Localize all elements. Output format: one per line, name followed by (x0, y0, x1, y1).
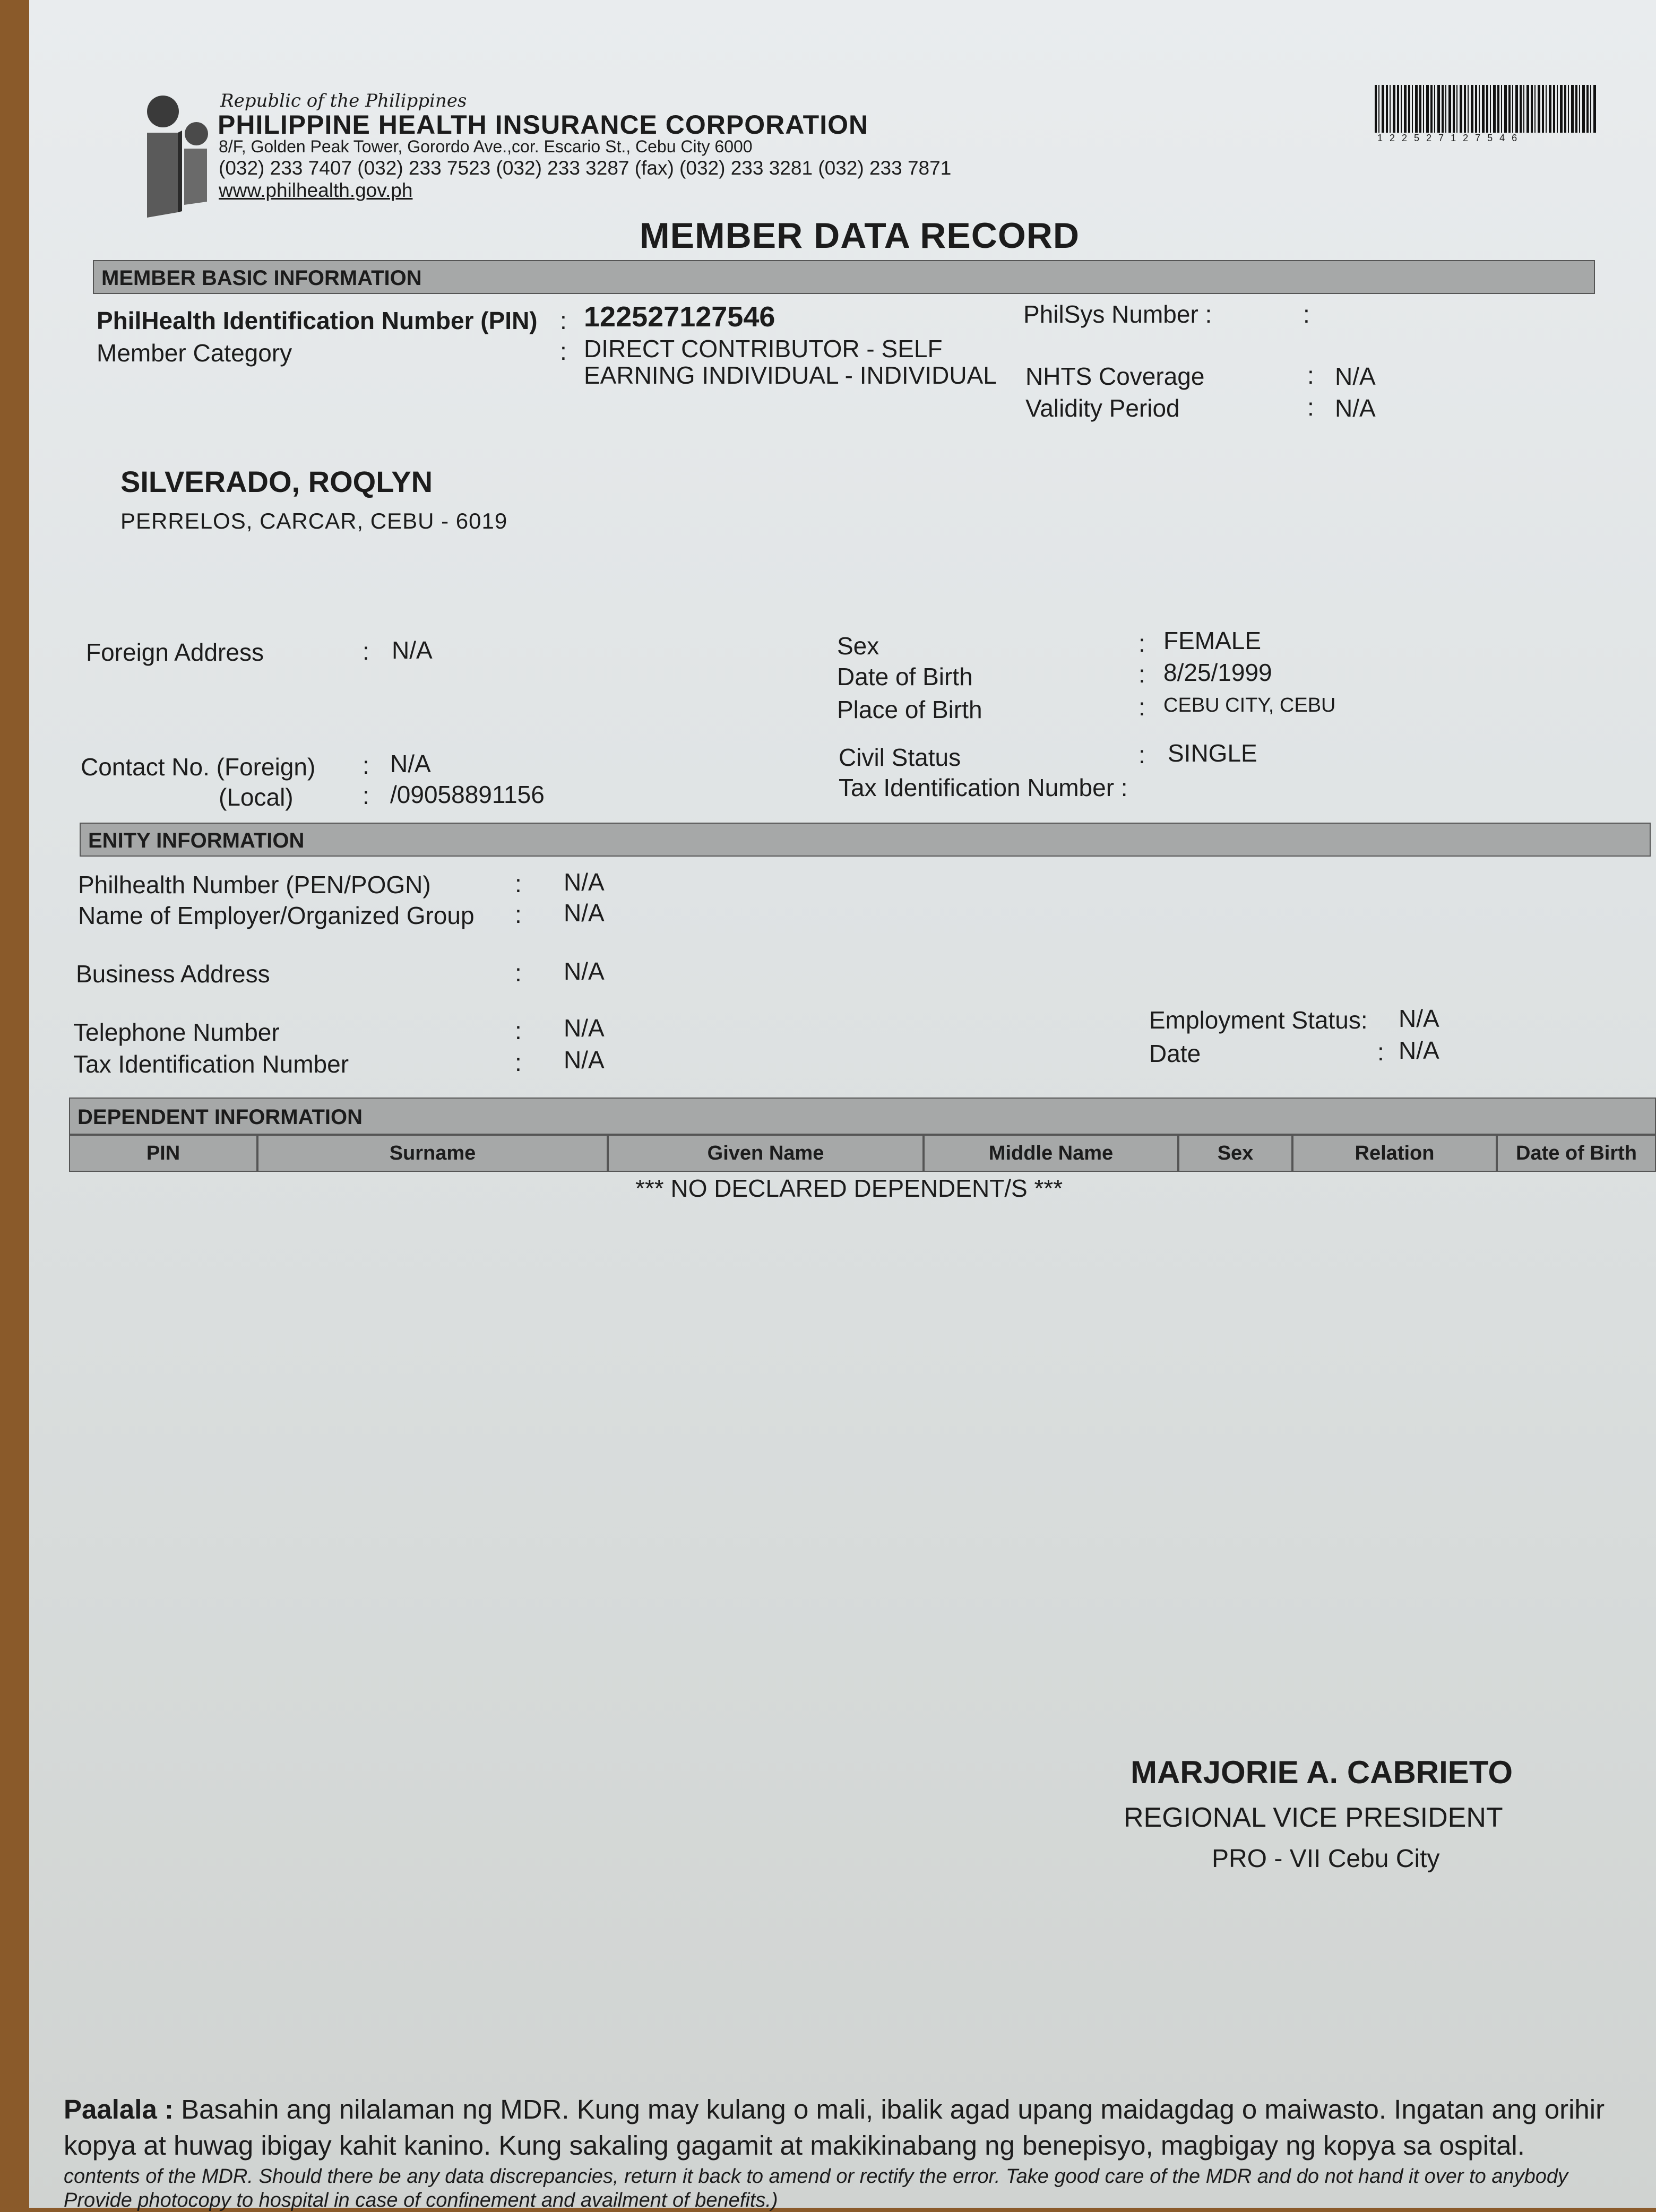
dob-colon: : (1138, 660, 1145, 688)
member-section-header: MEMBER BASIC INFORMATION (93, 260, 1595, 294)
nhts-value: N/A (1335, 362, 1376, 390)
employer-value: N/A (564, 899, 605, 927)
telephone-colon: : (515, 1017, 522, 1044)
category-label: Member Category (97, 339, 292, 367)
entity-section-header: ENITY INFORMATION (80, 823, 1651, 857)
column-header-relation: Relation (1292, 1135, 1497, 1172)
column-header-pin: PIN (69, 1135, 257, 1172)
website-link[interactable]: www.philhealth.gov.ph (219, 179, 413, 201)
pob-colon: : (1138, 693, 1145, 721)
pob-label: Place of Birth (837, 696, 982, 723)
telephone-label: Telephone Number (73, 1018, 280, 1046)
validity-colon: : (1307, 393, 1314, 421)
foreign-address-value: N/A (392, 636, 433, 664)
barcode (1375, 85, 1598, 133)
civil-status-value: SINGLE (1168, 739, 1257, 767)
employment-date-colon: : (1377, 1038, 1384, 1066)
nhts-colon: : (1307, 361, 1314, 389)
pob-value: CEBU CITY, CEBU (1163, 694, 1336, 716)
business-address-value: N/A (564, 957, 605, 985)
philsys-label: PhilSys Number : (1023, 300, 1212, 328)
member-name: SILVERADO, ROQLYN (120, 465, 433, 498)
category-colon: : (560, 338, 567, 365)
dependent-section-header: DEPENDENT INFORMATION (69, 1098, 1656, 1135)
member-address: PERRELOS, CARCAR, CEBU - 6019 (120, 508, 508, 533)
telephone-value: N/A (564, 1014, 605, 1042)
civil-status-colon: : (1138, 741, 1145, 768)
entity-tin-label: Tax Identification Number (73, 1050, 349, 1078)
republic-line: Republic of the Philippines (220, 90, 467, 111)
business-address-colon: : (515, 959, 522, 987)
business-address-label: Business Address (76, 960, 270, 988)
reminder-english-line-1: contents of the MDR. Should there be any data discrepancies, return it back to amend or rectify the error. Take good care of the MDR and do not hand it over to anybody (64, 2165, 1568, 2188)
contact-foreign-value: N/A (390, 750, 431, 777)
category-value-line2: EARNING INDIVIDUAL - INDIVIDUAL (584, 361, 997, 389)
entity-tin-value: N/A (564, 1046, 605, 1074)
contact-local-value: /09058891156 (390, 781, 545, 808)
pen-label: Philhealth Number (PEN/POGN) (78, 871, 431, 898)
foreign-address-label: Foreign Address (86, 638, 264, 666)
reminder-line-2: kopya at huwag ibigay kahit kanino. Kung sakaling gagamit at makikinabang ng benepisyo, magbigay ng kopya sa ospital. (64, 2130, 1525, 2161)
employment-status-value: N/A (1399, 1005, 1439, 1032)
signatory-title: REGIONAL VICE PRESIDENT (1124, 1802, 1503, 1833)
tin-label: Tax Identification Number : (839, 774, 1128, 801)
signatory-office: PRO - VII Cebu City (1212, 1845, 1440, 1873)
validity-label: Validity Period (1025, 394, 1180, 422)
column-header-date-of-birth: Date of Birth (1497, 1135, 1656, 1172)
philhealth-logo (141, 96, 210, 218)
no-dependents-message: *** NO DECLARED DEPENDENT/S *** (635, 1174, 1063, 1202)
employment-date-value: N/A (1399, 1036, 1439, 1064)
contact-local-colon: : (363, 782, 369, 809)
category-value-line1: DIRECT CONTRIBUTOR - SELF (584, 335, 943, 362)
pin-colon: : (560, 307, 567, 334)
pin-value: 122527127546 (584, 301, 775, 333)
sex-label: Sex (837, 632, 879, 660)
sex-colon: : (1138, 629, 1145, 657)
column-header-given-name: Given Name (608, 1135, 924, 1172)
reminder-english-line-2: Provide photocopy to hospital in case of confinement and availment of benefits.) (64, 2189, 778, 2211)
signatory-name: MARJORIE A. CABRIETO (1131, 1755, 1513, 1790)
column-header-middle-name: Middle Name (924, 1135, 1178, 1172)
foreign-address-colon: : (363, 637, 369, 665)
contact-foreign-colon: : (363, 751, 369, 779)
employer-label: Name of Employer/Organized Group (78, 902, 475, 929)
pen-value: N/A (564, 868, 605, 896)
dob-label: Date of Birth (837, 663, 973, 690)
contact-local-label: (Local) (219, 783, 294, 811)
employment-date-label: Date (1149, 1040, 1201, 1067)
reminder-label: Paalala : (64, 2094, 174, 2124)
pen-colon: : (515, 870, 522, 897)
employment-status-label: Employment Status: (1149, 1006, 1368, 1034)
corporation-address: 8/F, Golden Peak Tower, Gorordo Ave.,cor. Escario St., Cebu City 6000 (219, 137, 753, 156)
corporation-name: PHILIPPINE HEALTH INSURANCE CORPORATION (218, 110, 869, 140)
reminder-text-1: Basahin ang nilalaman ng MDR. Kung may kulang o mali, ibalik agad upang maidagdag o maiwasto. Ingatan ang orihir (181, 2094, 1605, 2124)
column-header-sex: Sex (1178, 1135, 1292, 1172)
barcode-number: 122527127546 (1377, 133, 1524, 143)
document-title: MEMBER DATA RECORD (640, 215, 1080, 256)
sex-value: FEMALE (1163, 627, 1262, 654)
philsys-colon: : (1303, 300, 1310, 328)
employer-colon: : (515, 901, 522, 928)
column-header-surname: Surname (257, 1135, 608, 1172)
corporation-phones: (032) 233 7407 (032) 233 7523 (032) 233 3287 (fax) (032) 233 3281 (032) 233 7871 (219, 157, 952, 179)
validity-value: N/A (1335, 394, 1376, 422)
document-page (29, 0, 1656, 2211)
civil-status-label: Civil Status (839, 744, 961, 771)
pin-label: PhilHealth Identification Number (PIN) (97, 307, 538, 334)
dob-value: 8/25/1999 (1163, 659, 1272, 686)
contact-foreign-label: Contact No. (Foreign) (81, 753, 316, 781)
entity-tin-colon: : (515, 1049, 522, 1076)
nhts-label: NHTS Coverage (1025, 362, 1205, 390)
reminder-line-1 (64, 2094, 1656, 2125)
